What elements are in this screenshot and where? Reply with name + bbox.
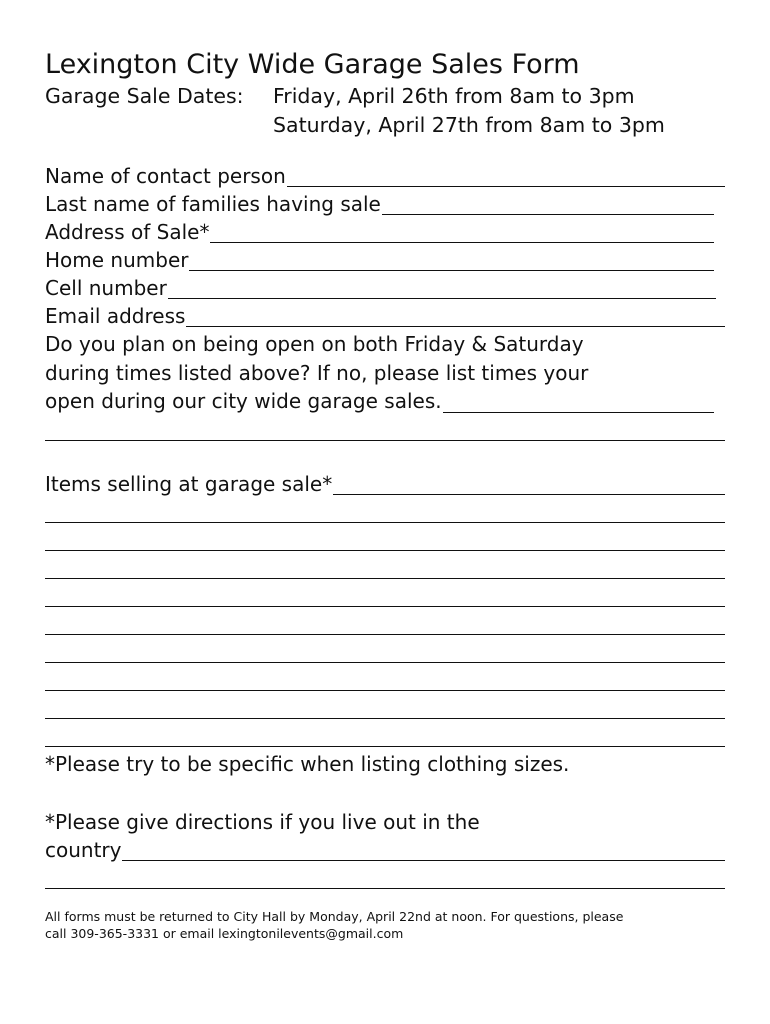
items-blank-line[interactable] [45, 526, 725, 554]
items-blank-line[interactable] [45, 554, 725, 582]
home-number-line[interactable] [189, 248, 714, 271]
sale-date-saturday-row [45, 111, 725, 140]
cell-number-field [45, 274, 725, 302]
directions-blank-line[interactable] [45, 864, 725, 892]
contact-person-line[interactable] [287, 164, 725, 187]
items-field [45, 470, 725, 498]
items-section [45, 470, 725, 750]
clothing-note: *Please try to be specific when listing clothing sizes. [45, 751, 570, 776]
items-blank-line[interactable] [45, 582, 725, 610]
dates-label: Garage Sale Dates: [45, 84, 244, 108]
items-blank-line[interactable] [45, 638, 725, 666]
directions-line-1: *Please give directions if you live out in the [45, 809, 480, 834]
home-number-field [45, 246, 725, 274]
cell-number-label: Cell number [45, 276, 167, 300]
address-line[interactable] [210, 220, 714, 243]
garage-sale-form [45, 48, 725, 942]
directions-section [45, 808, 725, 892]
open-question-answer-row [45, 387, 725, 416]
open-question [45, 330, 725, 444]
footer-line-2: call 309-365-3331 or email lexingtonilevents@gmail.com [45, 925, 404, 941]
contact-person-field [45, 162, 725, 190]
open-question-line-3: open during our city wide garage sales. [45, 389, 442, 413]
items-blank-line[interactable] [45, 666, 725, 694]
family-names-label: Last name of families having sale [45, 192, 381, 216]
sale-date-friday-row [45, 82, 725, 111]
directions-line[interactable] [122, 838, 725, 861]
open-times-blank-line[interactable] [45, 416, 725, 444]
sale-dates [45, 82, 725, 140]
contact-person-label: Name of contact person [45, 164, 286, 188]
footer-line-1: All forms must be returned to City Hall by Monday, April 22nd at noon. For questions, please [45, 908, 624, 924]
spacer [45, 778, 725, 808]
date-saturday: Saturday, April 27th from 8am to 3pm [273, 113, 665, 137]
family-names-field [45, 190, 725, 218]
address-field [45, 218, 725, 246]
items-line[interactable] [333, 472, 725, 495]
email-label: Email address [45, 304, 186, 328]
items-blank-line[interactable] [45, 610, 725, 638]
email-line[interactable] [186, 304, 725, 327]
footer-note [45, 908, 725, 942]
open-question-line-1: Do you plan on being open on both Friday & Saturday [45, 332, 584, 356]
email-field [45, 302, 725, 330]
items-blank-line[interactable] [45, 694, 725, 722]
address-label: Address of Sale* [45, 220, 210, 244]
family-names-line[interactable] [382, 192, 714, 215]
contact-fields [45, 162, 725, 330]
date-friday: Friday, April 26th from 8am to 3pm [273, 84, 635, 108]
items-label: Items selling at garage sale* [45, 471, 333, 496]
form-title: Lexington City Wide Garage Sales Form [45, 49, 580, 80]
items-blank-line[interactable] [45, 722, 725, 750]
home-number-label: Home number [45, 248, 189, 272]
directions-label: country [45, 837, 122, 862]
items-blank-line[interactable] [45, 498, 725, 526]
spacer [45, 444, 725, 470]
open-times-line[interactable] [443, 390, 714, 413]
directions-field [45, 836, 725, 864]
cell-number-line[interactable] [168, 276, 716, 299]
dates-spacer [45, 111, 273, 140]
open-question-line-2: during times listed above? If no, please list times your [45, 360, 589, 385]
